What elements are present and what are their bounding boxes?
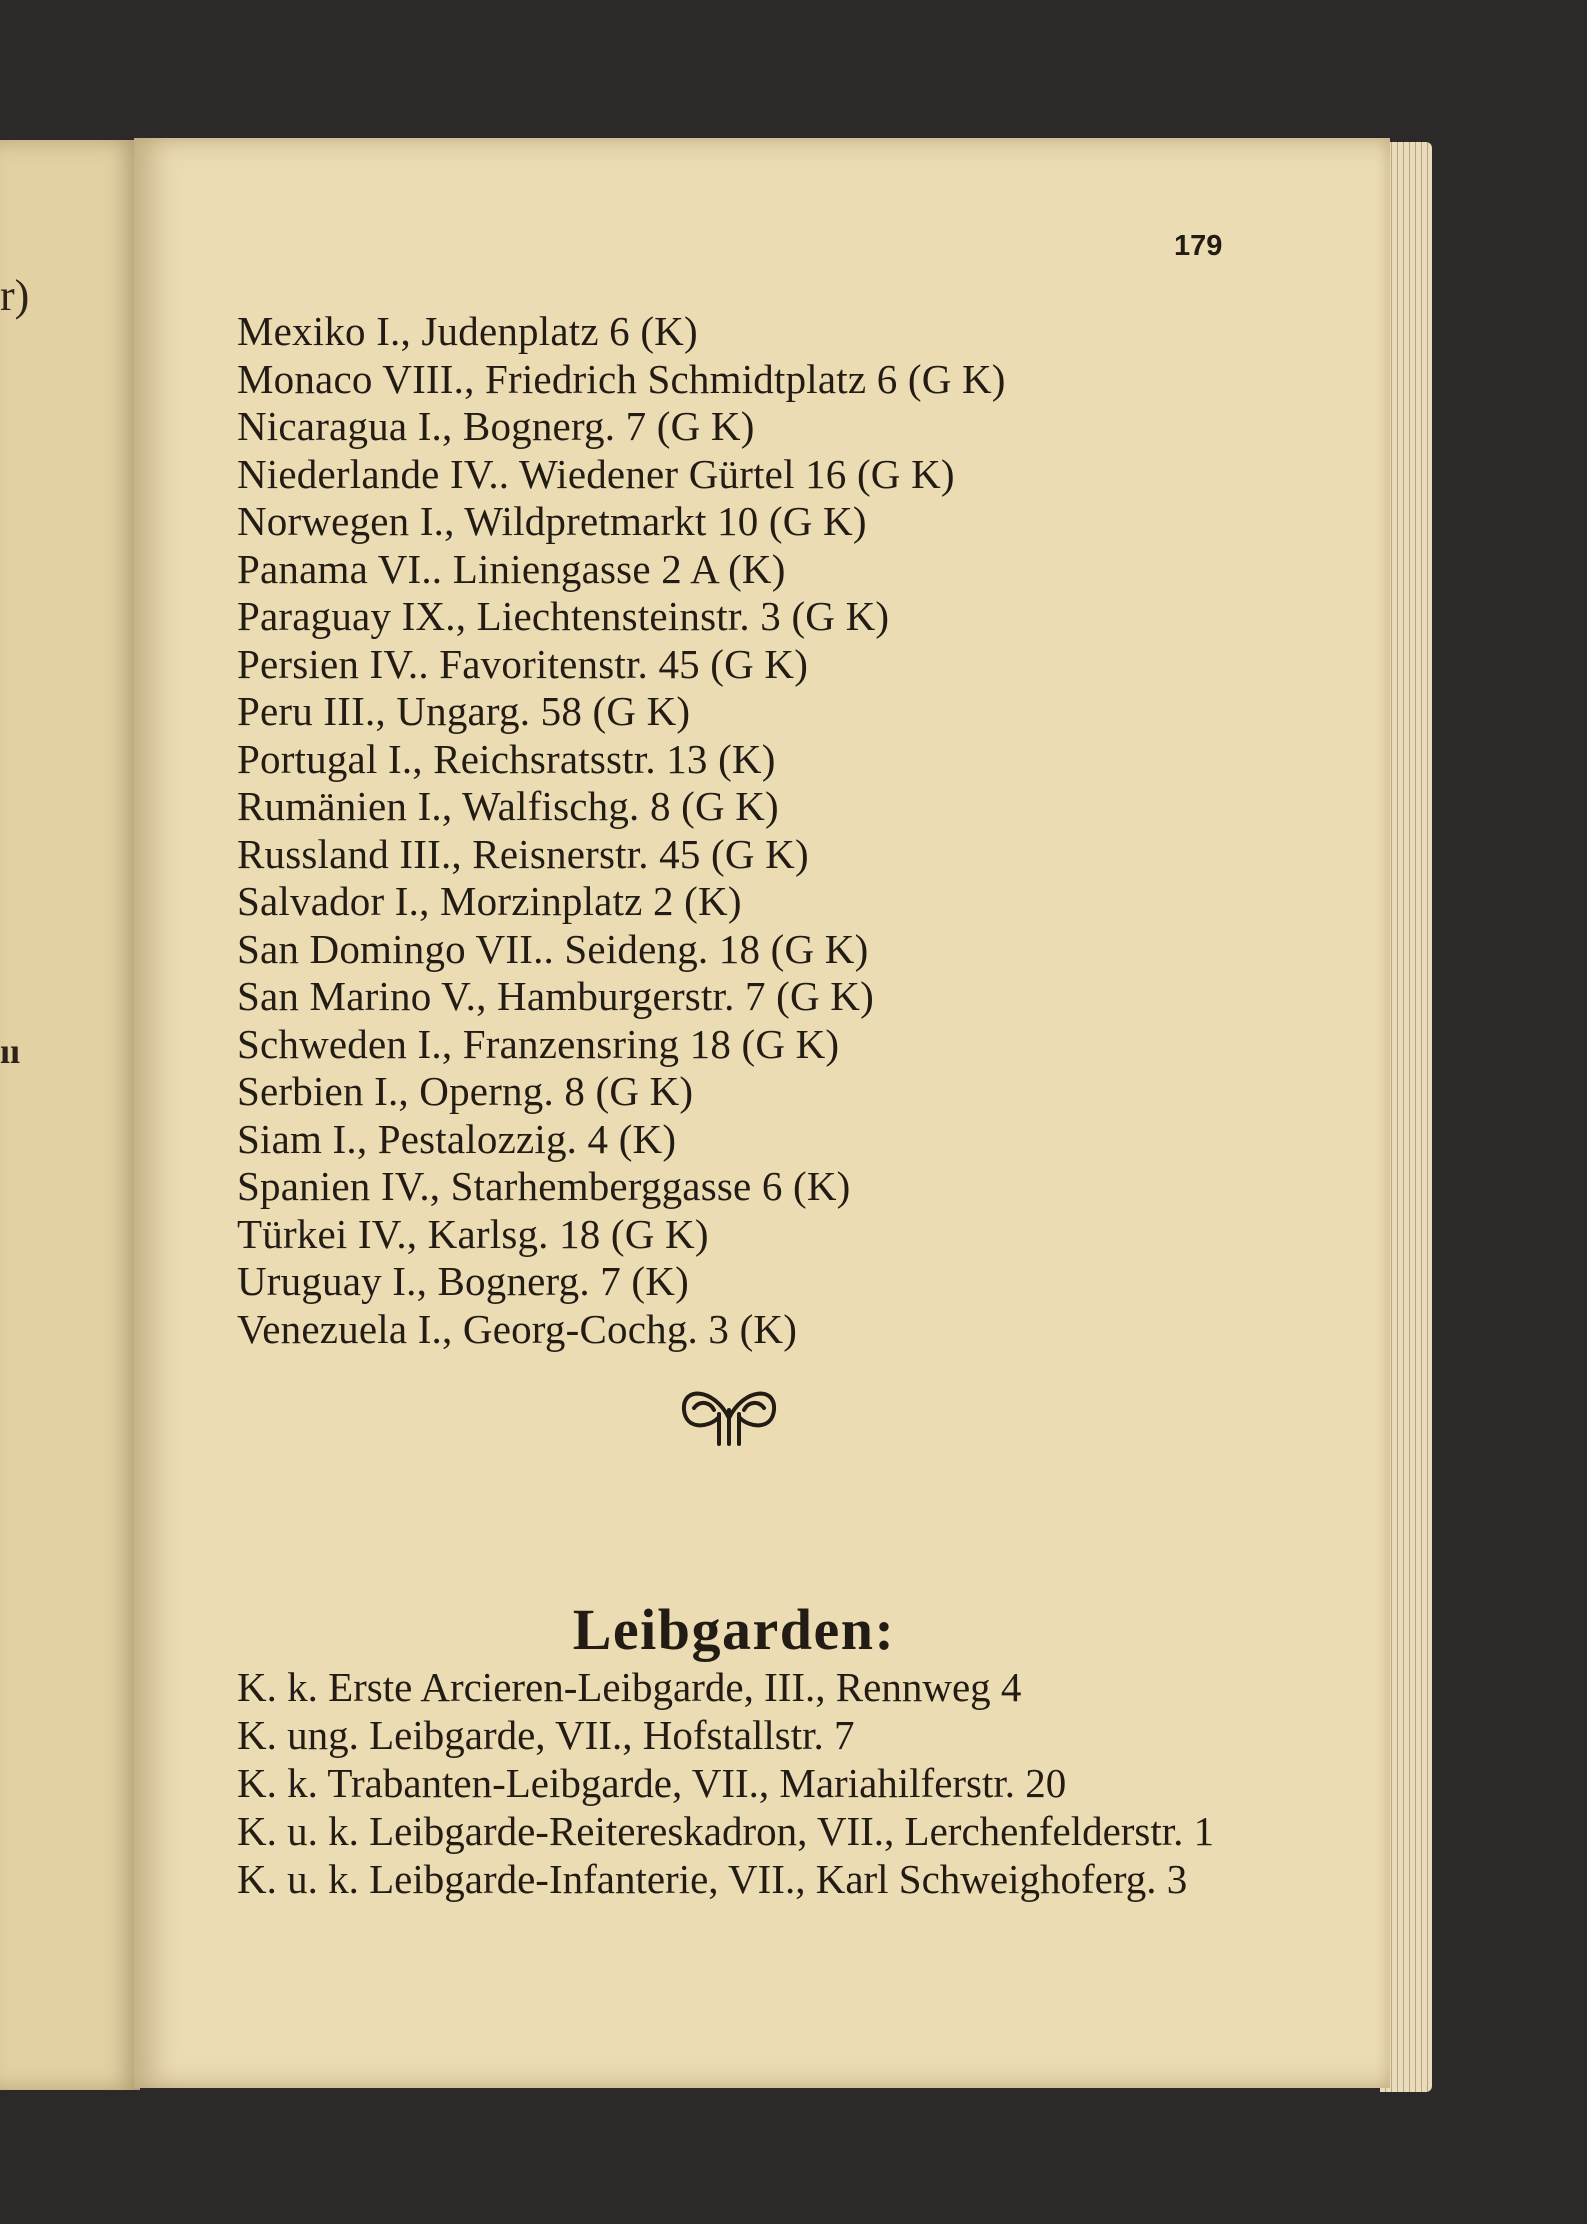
ornament-icon bbox=[674, 1378, 784, 1448]
list-item: Mexiko I., Judenplatz 6 (K) bbox=[237, 308, 698, 354]
list-item: Panama VI.. Liniengasse 2 A (K) bbox=[237, 545, 786, 592]
list-item: Paraguay IX., Liechtensteinstr. 3 (G K) bbox=[237, 593, 890, 639]
left-page-fragment-top: r) bbox=[0, 271, 30, 320]
list-item: Salvador I., Morzinplatz 2 (K) bbox=[237, 878, 742, 924]
list-item: San Marino V., Hamburgerstr. 7 (G K) bbox=[237, 973, 874, 1019]
list-item: K. ung. Leibgarde, VII., Hofstallstr. 7 bbox=[237, 1712, 855, 1758]
list-item: K. k. Erste Arcieren-Leibgarde, III., Rennweg 4 bbox=[237, 1664, 1022, 1710]
list-item: Siam I., Pestalozzig. 4 (K) bbox=[237, 1115, 677, 1162]
left-page-edge bbox=[0, 140, 140, 2090]
list-item: Schweden I., Franzensring 18 (G K) bbox=[237, 1020, 840, 1067]
list-item: K. k. Trabanten-Leibgarde, VII., Mariahilferstr. 20 bbox=[237, 1760, 1067, 1806]
guards-list bbox=[237, 1663, 1377, 1903]
list-item: Persien IV.. Favoritenstr. 45 (G K) bbox=[237, 640, 809, 687]
list-item: San Domingo VII.. Seideng. 18 (G K) bbox=[237, 925, 869, 972]
list-item: Norwegen I., Wildpretmarkt 10 (G K) bbox=[237, 498, 867, 544]
list-item: Serbien I., Operng. 8 (G K) bbox=[237, 1068, 694, 1114]
page-number: 179 bbox=[1174, 230, 1223, 262]
list-item: K. u. k. Leibgarde-Reitereskadron, VII., Lerchenfelderstr. 1 bbox=[237, 1808, 1215, 1854]
list-item: Russland III., Reisnerstr. 45 (G K) bbox=[237, 830, 809, 877]
list-item: K. u. k. Leibgarde-Infanterie, VII., Karl Schweighoferg. 3 bbox=[237, 1856, 1188, 1902]
embassy-list bbox=[237, 308, 1337, 1353]
book-page bbox=[134, 138, 1390, 2088]
list-item: Uruguay I., Bognerg. 7 (K) bbox=[237, 1258, 689, 1304]
list-item: Portugal I., Reichsratsstr. 13 (K) bbox=[237, 735, 776, 782]
list-item: Rumänien I., Walfischg. 8 (G K) bbox=[237, 783, 779, 829]
list-item: Türkei IV., Karlsg. 18 (G K) bbox=[237, 1210, 709, 1257]
list-item: Nicaragua I., Bognerg. 7 (G K) bbox=[237, 403, 755, 449]
left-page-fragment-bottom: ıı bbox=[0, 1031, 21, 1071]
list-item: Venezuela I., Georg-Cochg. 3 (K) bbox=[237, 1305, 798, 1352]
section-title: Leibgarden: bbox=[572, 1597, 896, 1662]
list-item: Monaco VIII., Friedrich Schmidtplatz 6 (G K) bbox=[237, 355, 1006, 402]
list-item: Niederlande IV.. Wiedener Gürtel 16 (G K) bbox=[237, 450, 955, 497]
list-item: Spanien IV., Starhemberggasse 6 (K) bbox=[237, 1163, 851, 1209]
list-item: Peru III., Ungarg. 58 (G K) bbox=[237, 688, 691, 734]
